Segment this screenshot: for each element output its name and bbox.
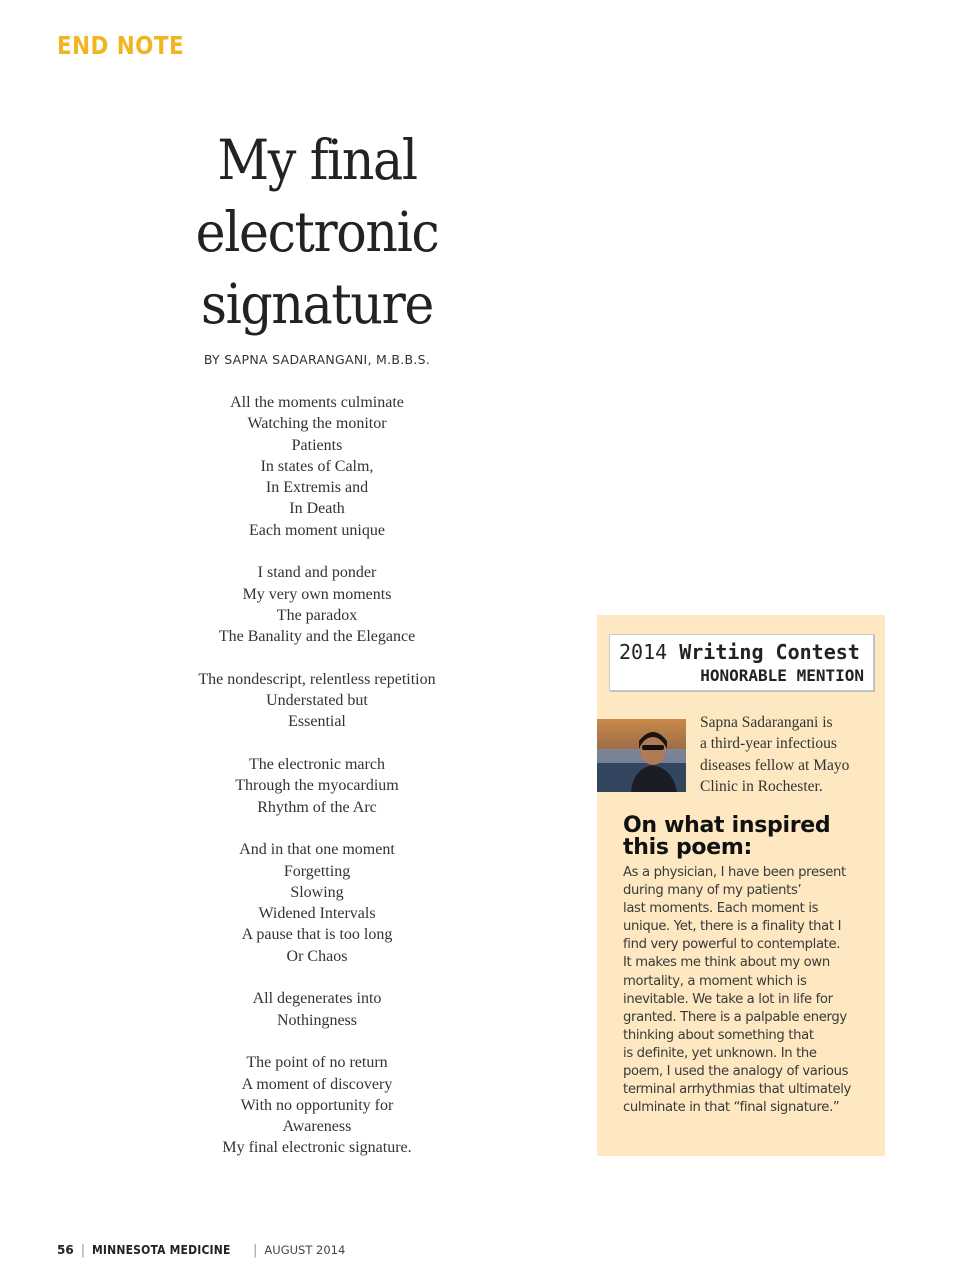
poem-line: The paradox (276, 606, 358, 624)
inspiration-line: inevitable. We take a lot in life for (623, 991, 833, 1007)
poem-line: All the moments culminate (230, 394, 404, 411)
poem-line: My very own moments (242, 585, 392, 603)
inspiration-line: unique. Yet, there is a finality that I (623, 919, 842, 935)
poem-line: Through the myocardium (235, 777, 399, 795)
poem-line: All degenerates into (252, 990, 382, 1008)
inspiration-line: culminate in that “final signature.” (623, 1100, 840, 1116)
poem-line: A pause that is too long (241, 926, 393, 944)
poem-line: I stand and ponder (257, 564, 377, 582)
article-title-line-3: signature (201, 272, 433, 336)
poem-line: Patients (291, 436, 343, 454)
inspiration-heading (623, 815, 873, 859)
poem-line: My final electronic signature. (222, 1139, 412, 1157)
inspiration-line: As a physician, I have been present (623, 865, 846, 880)
poem-line: The electronic march (249, 756, 385, 774)
poem-line: Watching the monitor (247, 415, 387, 433)
footer-separator: | (80, 1242, 86, 1258)
poem-line: Essential (288, 713, 346, 731)
poem-stanza (166, 562, 468, 647)
bio-line: a third-year infectious (700, 735, 837, 753)
poem-line: And in that one moment (239, 841, 395, 859)
inspiration-line: terminal arrhythmias that ultimately (623, 1082, 851, 1098)
inspiration-line: It makes me think about my own (623, 955, 830, 971)
poem-line: The nondescript, relentless repetition (198, 670, 436, 688)
inspiration-line: is definite, yet unknown. In the (623, 1045, 817, 1061)
poem-line: Nothingness (277, 1011, 357, 1029)
poem-line: In states of Calm, (260, 457, 374, 475)
inspiration-line: last moments. Each moment is (623, 901, 819, 917)
contest-name: Writing Contest (679, 640, 860, 664)
issue-date: AUGUST 2014 (264, 1243, 346, 1257)
byline: BY SAPNA SADARANGANI, M.B.B.S. (203, 352, 431, 367)
poem-line: Each moment unique (249, 521, 385, 539)
bio-line: diseases fellow at Mayo (700, 756, 850, 774)
contest-year: 2014 (619, 640, 668, 664)
inspiration-line: granted. There is a palpable energy (623, 1009, 847, 1025)
poem-stanza (166, 754, 468, 818)
author-bio (700, 712, 880, 797)
inspiration-text (623, 864, 878, 1117)
poem-line: A moment of discovery (241, 1075, 393, 1093)
contest-badge (609, 634, 874, 691)
inspiration-line: poem, I used the analogy of various (623, 1064, 849, 1080)
poem-stanza (166, 392, 468, 541)
article-title-line-2: electronic (195, 200, 439, 264)
page-footer (57, 1241, 345, 1259)
inspiration-line: during many of my patients’ (623, 883, 802, 899)
poem-stanza (166, 669, 468, 733)
poem-line: Widened Intervals (258, 905, 376, 923)
inspiration-heading-line: this poem: (623, 835, 752, 860)
poem-line: Understated but (266, 692, 368, 710)
bio-line: Sapna Sadarangani is (700, 714, 833, 731)
author-sidebar (597, 615, 885, 1156)
poem-stanza (166, 839, 468, 967)
poem-line: In Extremis and (265, 479, 369, 497)
poem-line: With no opportunity for (240, 1096, 394, 1114)
poem-line: Slowing (290, 883, 344, 901)
poem-line: The Banality and the Elegance (218, 628, 416, 646)
poem-line: Or Chaos (286, 947, 348, 965)
magazine-name: MINNESOTA MEDICINE (92, 1243, 231, 1257)
contest-title (619, 640, 860, 664)
poem-stanza (166, 988, 468, 1031)
contest-award: HONORABLE MENTION (700, 666, 864, 685)
poem (166, 392, 468, 1180)
author-photo (597, 719, 686, 792)
poem-line: The point of no return (246, 1054, 388, 1072)
poem-line: Rhythm of the Arc (257, 798, 377, 816)
poem-line: In Death (289, 500, 345, 518)
footer-separator: | (253, 1242, 258, 1258)
section-label: END NOTE (57, 31, 185, 60)
poem-stanza (166, 1052, 468, 1158)
inspiration-line: thinking about something that (623, 1027, 814, 1043)
bio-line: Clinic in Rochester. (700, 777, 823, 795)
inspiration-line: find very powerful to contemplate. (623, 937, 841, 953)
page-number: 56 (57, 1243, 74, 1257)
poem-line: Awareness (282, 1118, 352, 1136)
inspiration-heading-line: On what inspired (623, 813, 831, 838)
inspiration-line: mortality, a moment which is (623, 973, 807, 989)
article-title-line-1: My final (217, 128, 417, 192)
poem-line: Forgetting (283, 862, 351, 880)
